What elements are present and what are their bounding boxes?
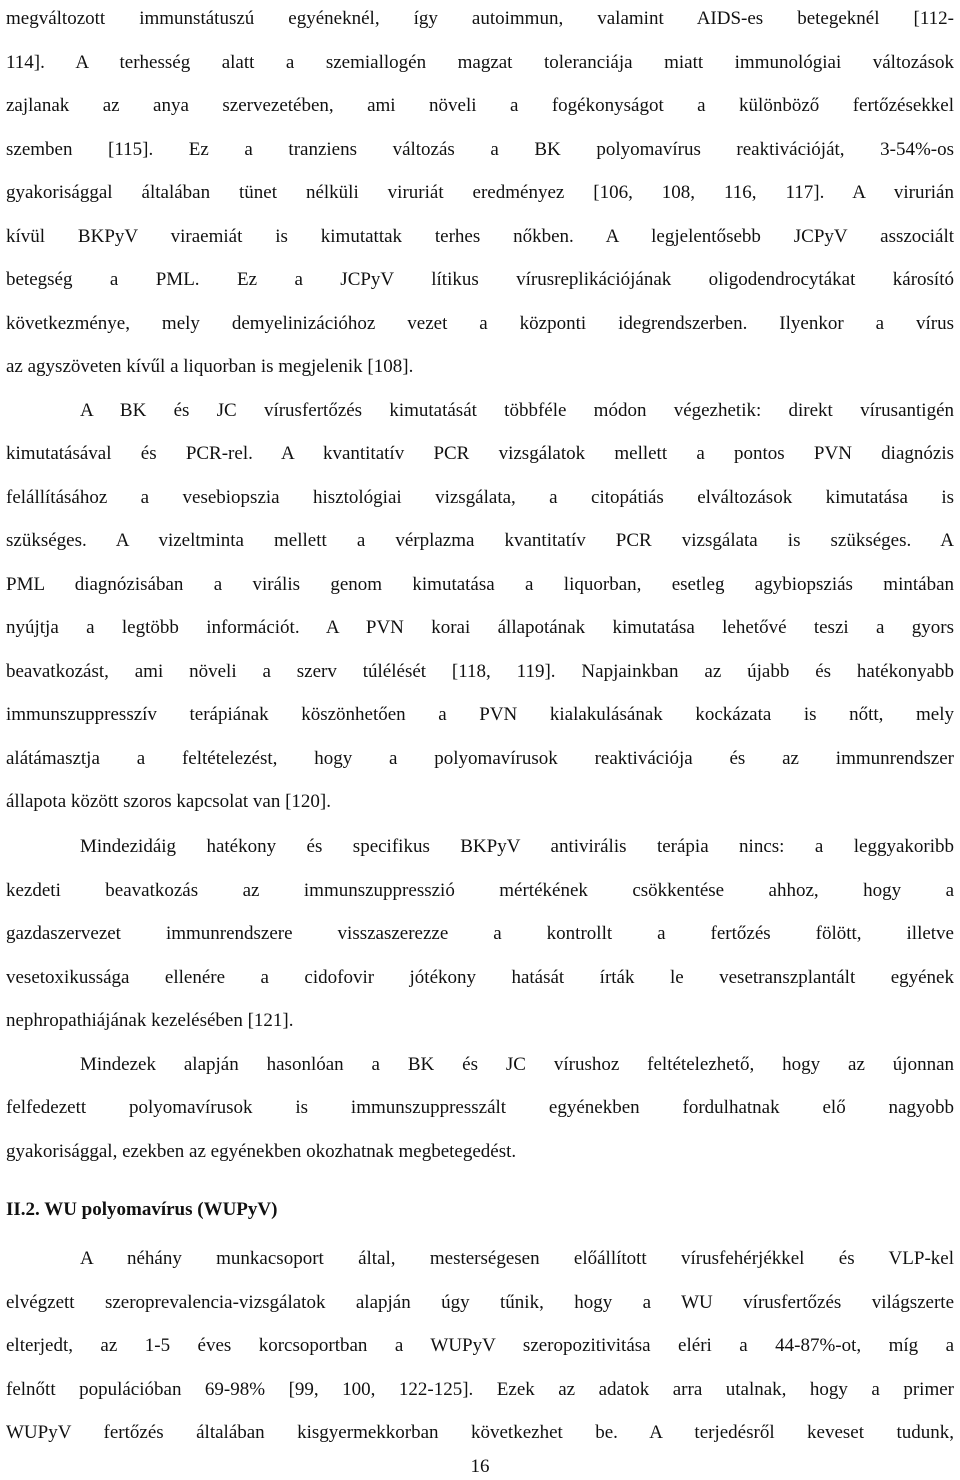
text-line: 114]. A terhesség alatt a szemiallogén magzat toleranciája miatt immunológiai változások: [6, 52, 954, 73]
text-line: szemben [115]. Ez a tranziens változás a BK polyomavírus reaktivációját, 3-54%-os: [6, 139, 954, 160]
text-line: zajlanak az anya szervezetében, ami növeli a fogékonyságot a különböző fertőzésekkel: [6, 95, 954, 116]
text-line: immunszuppresszív terápiának köszönhetően a PVN kialakulásának kockázata is nőtt, mely: [6, 704, 954, 725]
text-line: felfedezett polyomavírusok is immunszuppresszált egyénekben fordulhatnak elő nagyobb: [6, 1097, 954, 1118]
section-heading: II.2. WU polyomavírus (WUPyV): [6, 1199, 278, 1220]
text-line: vesetoxikussága ellenére a cidofovir jótékony hatását írták le vesetranszplantált egyének: [6, 967, 954, 988]
page-number: 16: [470, 1456, 490, 1477]
text-line: felállításához a vesebiopszia hisztológiai vizsgálata, a citopátiás elváltozások kimutatása is: [6, 487, 954, 508]
text-line: állapota között szoros kapcsolat van [120].: [6, 791, 332, 812]
text-line: kimutatásával és PCR-rel. A kvantitatív PCR vizsgálatok mellett a pontos PVN diagnózis: [6, 443, 954, 464]
text-line: megváltozott immunstátuszú egyéneknél, így autoimmun, valamint AIDS-es betegeknél [112-: [6, 8, 954, 29]
text-line: betegség a PML. Ez a JCPyV lítikus vírusreplikációjának oligodendrocytákat károsító: [6, 269, 954, 290]
text-line: PML diagnózisában a virális genom kimutatása a liquorban, esetleg agybiopsziás mintában: [6, 574, 954, 595]
text-line: elterjedt, az 1-5 éves korcsoportban a WUPyV szeropozitivitása eléri a 44-87%-ot, míg a: [6, 1335, 954, 1356]
text-line: WUPyV fertőzés általában kisgyermekkorban következhet be. A terjedésről keveset tudunk,: [6, 1422, 954, 1443]
text-line: felnőtt populációban 69-98% [99, 100, 122-125]. Ezek az adatok arra utalnak, hogy a primer: [6, 1379, 954, 1400]
text-line: beavatkozást, ami növeli a szerv túlélését [118, 119]. Napjainkban az újabb és hatékonyabb: [6, 661, 954, 682]
text-line: A BK és JC vírusfertőzés kimutatását többféle módon végezhetik: direkt vírusantigén: [80, 400, 954, 421]
text-line: következménye, mely demyelinizációhoz vezet a központi idegrendszerben. Ilyenkor a vírus: [6, 313, 954, 334]
text-line: nyújtja a legtöbb információt. A PVN korai állapotának kimutatása lehetővé teszi a gyors: [6, 617, 954, 638]
text-line: Mindezek alapján hasonlóan a BK és JC vírushoz feltételezhető, hogy az újonnan: [80, 1054, 954, 1075]
text-line: gyakorisággal általában tünet nélküli viruriát eredményez [106, 108, 116, 117]. A virurián: [6, 182, 954, 203]
text-line: alátámasztja a feltételezést, hogy a polyomavírusok reaktivációja és az immunrendszer: [6, 748, 954, 769]
text-line: az agyszöveten kívűl a liquorban is megjelenik [108].: [6, 356, 414, 377]
text-line: gazdaszervezet immunrendszere visszaszerezze a kontrollt a fertőzés fölött, illetve: [6, 923, 954, 944]
text-line: kezdeti beavatkozás az immunszuppresszió mértékének csökkentése ahhoz, hogy a: [6, 880, 954, 901]
text-line: kívül BKPyV viraemiát is kimutattak terhes nőkben. A legjelentősebb JCPyV asszociált: [6, 226, 954, 247]
text-line: gyakorisággal, ezekben az egyénekben okozhatnak megbetegedést.: [6, 1141, 517, 1162]
text-line: elvégzett szeroprevalencia-vizsgálatok alapján úgy tűnik, hogy a WU vírusfertőzés világszerte: [6, 1292, 954, 1313]
text-line: nephropathiájának kezelésében [121].: [6, 1010, 294, 1031]
text-line: szükséges. A vizeltminta mellett a vérplazma kvantitatív PCR vizsgálata is szükséges. A: [6, 530, 954, 551]
text-line: A néhány munkacsoport által, mesterségesen előállított vírusfehérjékkel és VLP-kel: [80, 1248, 954, 1269]
text-line: Mindezidáig hatékony és specifikus BKPyV antivirális terápia nincs: a leggyakoribb: [80, 836, 954, 857]
